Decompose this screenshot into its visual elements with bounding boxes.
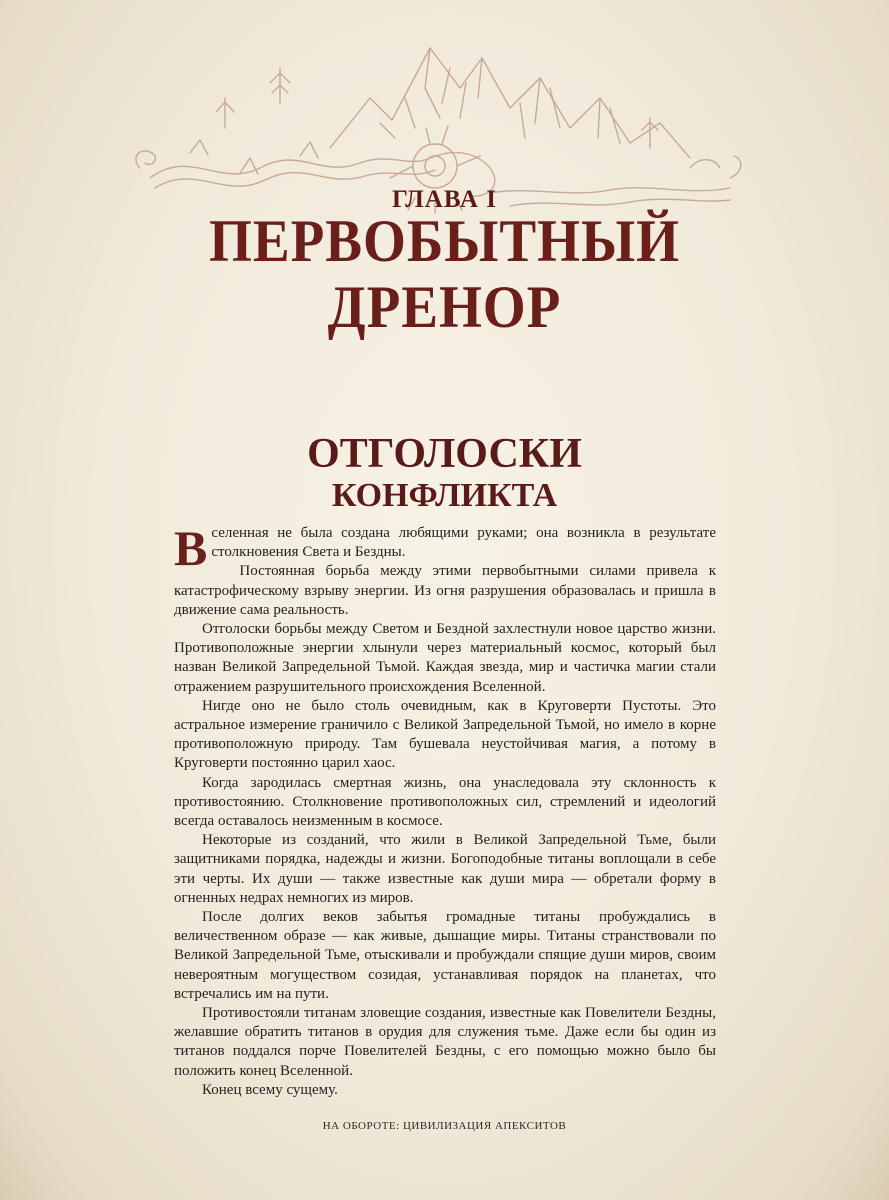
paragraph: Когда зародилась смертная жизнь, она унаследовала эту склонность к противостоянию. Столкновение противоположных сил, стремлений и идеологий всегда оставалось неизменным в космосе. (174, 774, 716, 830)
chapter-title-line2: ДРЕНОР (327, 274, 562, 340)
section-title (0, 432, 889, 516)
paragraph (174, 520, 716, 576)
paragraph: Нигде оно не было столь очевидным, как в Круговерти Пустоты. Это астральное измерение граничило с Великой Запредельной Тьмой, но имело в корне противоположную природу. Там бушевала неустойчивая магия, а потому в Круговерти постоянно царил хаос. (174, 697, 716, 772)
paragraph: Постоянная борьба между этими первобытными силами привела к катастрофическому взрыву энергии. Из огня разрушения образовалась и пришла в движение сама реальность. (174, 563, 716, 618)
paragraph-text: селенная не была создана любящими руками; она возникла в результате столкновения Света и Бездны. (211, 525, 716, 561)
section-title-line2: КОНФЛИКТА (331, 477, 558, 514)
paragraph: Противостояли титанам зловещие создания, известные как Повелители Бездны, желавшие обратить титанов в орудия для служения тьме. Даже если бы один из титанов поддался порче Повелителей Бездны, с его помощью можно было бы положить конец Вселенной. (174, 1005, 716, 1079)
body-text (174, 520, 716, 1100)
paragraph: После долгих веков забытья громадные титаны пробуждались в величественном образе — как живые, дышащие миры. Титаны странствовали по Великой Запредельной Тьме, отыскивали и пробуждали спящие души миров, своим невероятным могуществом созидая, устанавливая порядок на планетах, что встречались им на пути. (174, 909, 716, 1002)
paragraph: Некоторые из созданий, что жили в Великой Запредельной Тьме, были защитниками порядка, надежды и жизни. Богоподобные титаны воплощали в себе эти черты. Их души — также известные как души мира — обретали форму в огненных недрах немногих из миров. (174, 832, 716, 906)
chapter-title (0, 208, 889, 340)
section-title-line1: ОТГОЛОСКИ (307, 431, 582, 477)
chapter-label: ГЛАВА I (392, 186, 497, 213)
paragraph: Отголоски борьбы между Светом и Бездной захлестнули новое царство жизни. Противоположные энергии хлынули через материальный космос, который был назван Великой Запредельной Тьмой. Каждая звезда, мир и частичка магии стали отражением разрушительного происхождения Вселенной. (174, 621, 716, 695)
chapter-title-line1: ПЕРВОБЫТНЫЙ (209, 208, 680, 274)
drop-cap: В (174, 520, 208, 576)
footer-note: НА ОБОРОТЕ: ЦИВИЛИЗАЦИЯ АПЕКСИТОВ (322, 1120, 567, 1132)
paragraph: Конец всему сущему. (202, 1081, 338, 1098)
